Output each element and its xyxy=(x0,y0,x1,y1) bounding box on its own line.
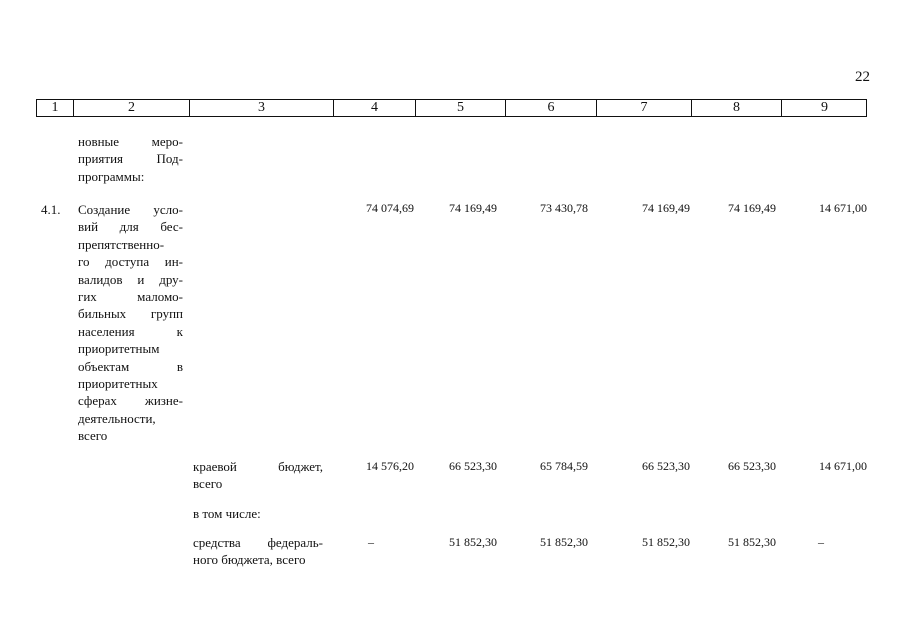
name-line: гих маломо- xyxy=(78,289,183,305)
regional-budget-label xyxy=(193,458,323,493)
continuation-line: приятия Под- xyxy=(78,151,183,167)
header-col-2: 2 xyxy=(73,100,189,116)
regional-budget-col-5: 66 523,30 xyxy=(449,459,497,473)
label-line: ного бюджета, всего xyxy=(193,552,306,568)
table-header-row xyxy=(36,99,867,117)
federal-funds-col-5: 51 852,30 xyxy=(449,535,497,549)
name-line: всего xyxy=(78,428,108,444)
row-4-1-col-7: 74 169,49 xyxy=(642,201,690,215)
continuation-line: новные меро- xyxy=(78,134,183,149)
regional-budget-col-4: 14 576,20 xyxy=(366,459,414,473)
label-line: средства федераль- xyxy=(193,535,323,550)
row-4-1-col-5: 74 169,49 xyxy=(449,201,497,215)
row-4-1-col-4: 74 074,69 xyxy=(366,201,414,215)
header-col-3: 3 xyxy=(189,100,333,116)
header-col-7: 7 xyxy=(596,100,691,116)
regional-budget-col-6: 65 784,59 xyxy=(540,459,588,473)
row-4-1-col-9: 14 671,00 xyxy=(819,201,867,215)
federal-funds-col-8: 51 852,30 xyxy=(728,535,776,549)
header-col-8: 8 xyxy=(691,100,781,116)
label-line: всего xyxy=(193,476,223,492)
page-number: 22 xyxy=(855,69,870,85)
header-col-5: 5 xyxy=(415,100,505,116)
federal-funds-col-4: – xyxy=(368,535,374,549)
header-col-6: 6 xyxy=(505,100,596,116)
name-line: сферах жизне- xyxy=(78,393,183,409)
federal-funds-col-6: 51 852,30 xyxy=(540,535,588,549)
regional-budget-col-7: 66 523,30 xyxy=(642,459,690,473)
continuation-line: программы: xyxy=(78,168,145,184)
federal-funds-label xyxy=(193,534,323,569)
name-line: населения к xyxy=(78,323,183,339)
row-4-1-name xyxy=(78,201,183,445)
federal-funds-col-9: – xyxy=(818,535,824,549)
name-line: вий для бес- xyxy=(78,219,183,235)
name-line: го доступа ин- xyxy=(78,254,183,270)
name-line: деятельности, xyxy=(78,410,156,426)
including-label: в том числе: xyxy=(193,506,261,521)
name-line: приоритетным xyxy=(78,341,160,357)
header-col-9: 9 xyxy=(781,100,867,116)
regional-budget-col-8: 66 523,30 xyxy=(728,459,776,473)
row-4-1-col-8: 74 169,49 xyxy=(728,201,776,215)
name-line: препятственно- xyxy=(78,236,165,252)
header-col-4: 4 xyxy=(333,100,415,116)
row-number-4-1: 4.1. xyxy=(41,202,61,217)
name-line: объектам в xyxy=(78,358,183,374)
label-line: краевой бюджет, xyxy=(193,459,323,474)
name-line: Создание усло- xyxy=(78,202,183,217)
continuation-text xyxy=(78,133,183,185)
federal-funds-col-7: 51 852,30 xyxy=(642,535,690,549)
name-line: бильных групп xyxy=(78,306,183,322)
row-4-1-col-6: 73 430,78 xyxy=(540,201,588,215)
header-col-1: 1 xyxy=(51,100,59,115)
regional-budget-col-9: 14 671,00 xyxy=(819,459,867,473)
name-line: валидов и дру- xyxy=(78,271,183,287)
name-line: приоритетных xyxy=(78,376,158,392)
